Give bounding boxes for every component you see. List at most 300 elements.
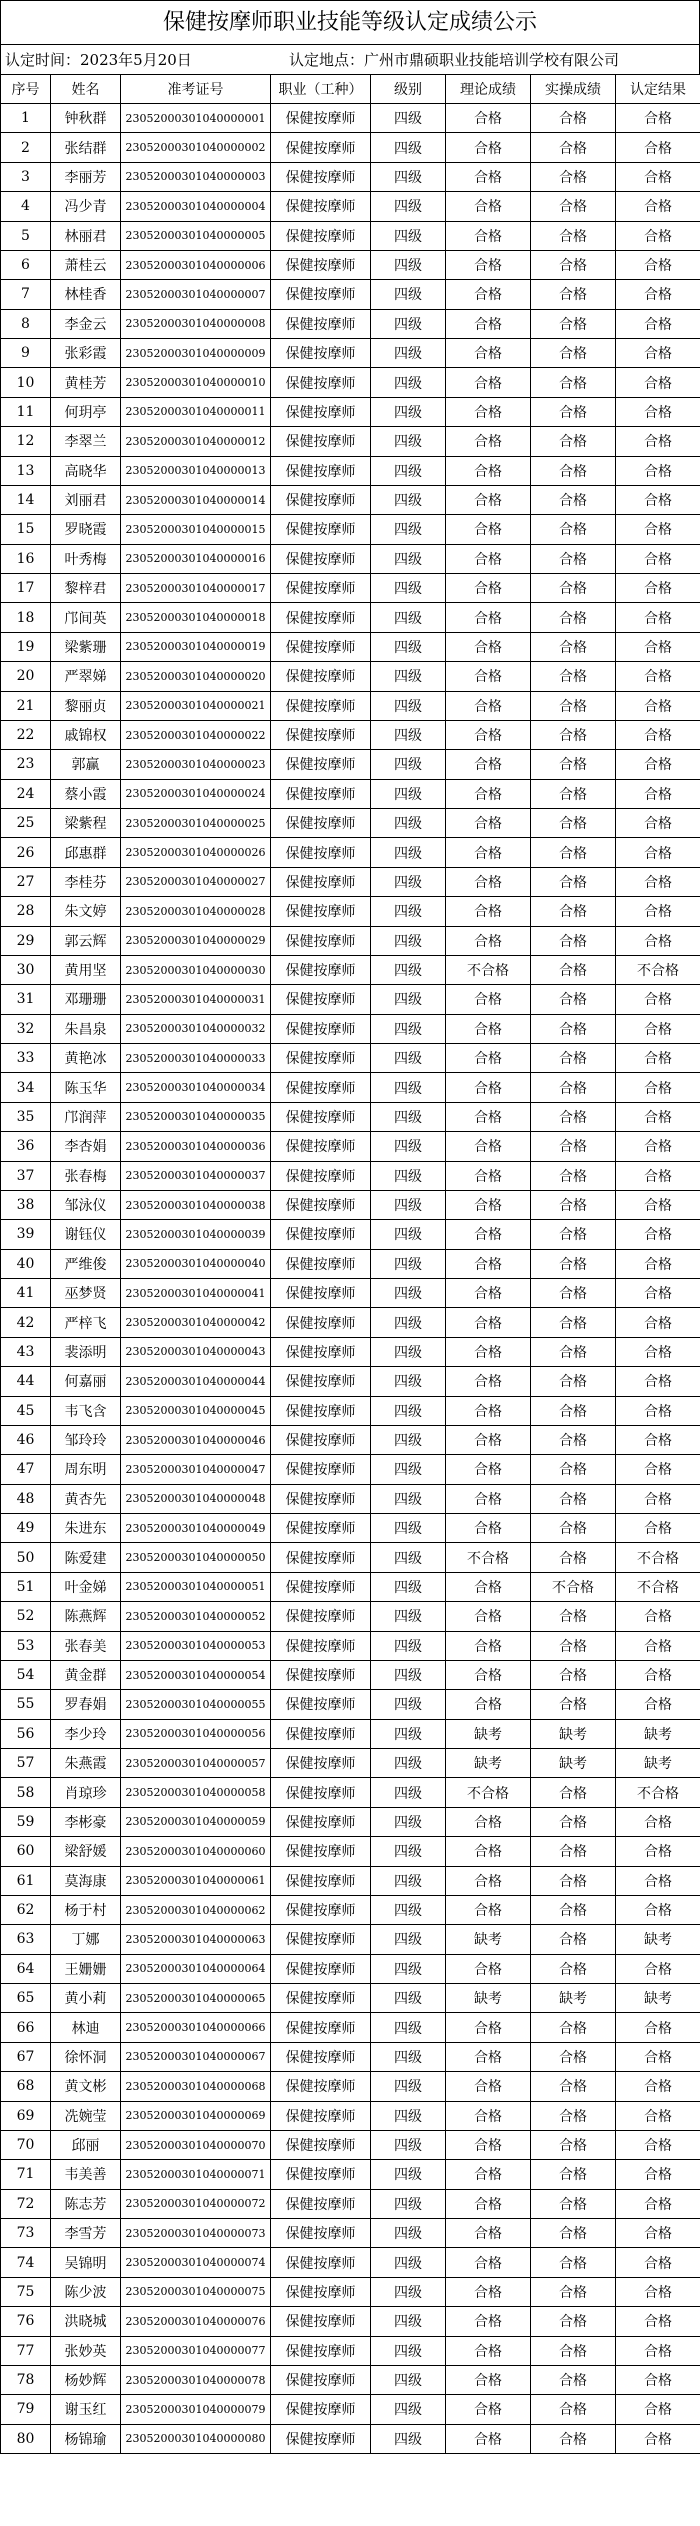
cell-level: 四级 — [371, 456, 446, 485]
cell-level: 四级 — [371, 1866, 446, 1895]
cell-practical-score: 合格 — [531, 309, 616, 338]
cell-occupation: 保健按摩师 — [271, 397, 371, 426]
cell-practical-score: 合格 — [531, 339, 616, 368]
cell-result: 合格 — [616, 485, 700, 514]
cell-result: 合格 — [616, 1132, 700, 1161]
cell-index: 6 — [1, 250, 51, 279]
cell-ticket-number: 23052000301040000048 — [121, 1484, 271, 1513]
cell-level: 四级 — [371, 485, 446, 514]
cell-occupation: 保健按摩师 — [271, 750, 371, 779]
cell-ticket-number: 23052000301040000043 — [121, 1337, 271, 1366]
cell-index: 55 — [1, 1690, 51, 1719]
cell-result: 合格 — [616, 1014, 700, 1043]
cell-result: 缺考 — [616, 1984, 700, 2013]
cell-occupation: 保健按摩师 — [271, 1602, 371, 1631]
cell-ticket-number: 23052000301040000015 — [121, 515, 271, 544]
cell-practical-score: 合格 — [531, 2365, 616, 2394]
cell-theory-score: 合格 — [446, 603, 531, 632]
cell-name: 黄桂芳 — [51, 368, 121, 397]
cell-result: 合格 — [616, 104, 700, 133]
cell-level: 四级 — [371, 1073, 446, 1102]
cell-ticket-number: 23052000301040000010 — [121, 368, 271, 397]
cell-result: 合格 — [616, 1337, 700, 1366]
cell-practical-score: 合格 — [531, 1543, 616, 1572]
table-row — [1, 574, 700, 603]
cell-result: 合格 — [616, 2013, 700, 2042]
cell-practical-score: 合格 — [531, 926, 616, 955]
table-row — [1, 309, 700, 338]
cell-practical-score: 合格 — [531, 632, 616, 661]
cell-theory-score: 合格 — [446, 1367, 531, 1396]
cell-name: 梁紫珊 — [51, 632, 121, 661]
cell-result: 缺考 — [616, 1719, 700, 1748]
cell-practical-score: 缺考 — [531, 1719, 616, 1748]
cell-index: 58 — [1, 1778, 51, 1807]
cell-occupation: 保健按摩师 — [271, 1543, 371, 1572]
cell-ticket-number: 23052000301040000061 — [121, 1866, 271, 1895]
cell-theory-score: 不合格 — [446, 1543, 531, 1572]
cell-level: 四级 — [371, 1014, 446, 1043]
cell-level: 四级 — [371, 1337, 446, 1366]
cell-theory-score: 合格 — [446, 1249, 531, 1278]
cell-level: 四级 — [371, 2219, 446, 2248]
cell-occupation: 保健按摩师 — [271, 1396, 371, 1425]
cell-occupation: 保健按摩师 — [271, 1044, 371, 1073]
table-row — [1, 2219, 700, 2248]
table-row — [1, 2336, 700, 2365]
table-row — [1, 2072, 700, 2101]
cell-practical-score: 合格 — [531, 1514, 616, 1543]
cell-occupation: 保健按摩师 — [271, 1161, 371, 1190]
cell-ticket-number: 23052000301040000055 — [121, 1690, 271, 1719]
cell-level: 四级 — [371, 1455, 446, 1484]
table-row — [1, 955, 700, 984]
cell-practical-score: 合格 — [531, 368, 616, 397]
cell-practical-score: 合格 — [531, 1954, 616, 1983]
cell-ticket-number: 23052000301040000029 — [121, 926, 271, 955]
cell-theory-score: 合格 — [446, 691, 531, 720]
cell-occupation: 保健按摩师 — [271, 574, 371, 603]
cell-index: 77 — [1, 2336, 51, 2365]
table-row — [1, 1484, 700, 1513]
cell-index: 34 — [1, 1073, 51, 1102]
table-row — [1, 1719, 700, 1748]
cell-level: 四级 — [371, 1837, 446, 1866]
cell-index: 62 — [1, 1895, 51, 1924]
cell-ticket-number: 23052000301040000066 — [121, 2013, 271, 2042]
cell-index: 21 — [1, 691, 51, 720]
cell-name: 肖琼珍 — [51, 1778, 121, 1807]
cell-result: 合格 — [616, 309, 700, 338]
cell-name: 王姗姗 — [51, 1954, 121, 1983]
cell-name: 蔡小霞 — [51, 779, 121, 808]
cell-occupation: 保健按摩师 — [271, 603, 371, 632]
cell-ticket-number: 23052000301040000058 — [121, 1778, 271, 1807]
cell-level: 四级 — [371, 1367, 446, 1396]
cell-index: 47 — [1, 1455, 51, 1484]
cell-ticket-number: 23052000301040000027 — [121, 867, 271, 896]
table-row — [1, 720, 700, 749]
cell-occupation: 保健按摩师 — [271, 1866, 371, 1895]
cell-result: 合格 — [616, 897, 700, 926]
cell-level: 四级 — [371, 1484, 446, 1513]
cell-practical-score: 合格 — [531, 221, 616, 250]
cell-theory-score: 合格 — [446, 2072, 531, 2101]
cell-result: 合格 — [616, 339, 700, 368]
table-row — [1, 2130, 700, 2159]
cell-theory-score: 缺考 — [446, 1719, 531, 1748]
cell-ticket-number: 23052000301040000047 — [121, 1455, 271, 1484]
cell-name: 萧桂云 — [51, 250, 121, 279]
cell-theory-score: 合格 — [446, 1044, 531, 1073]
cell-ticket-number: 23052000301040000059 — [121, 1807, 271, 1836]
cell-level: 四级 — [371, 1543, 446, 1572]
cell-result: 合格 — [616, 515, 700, 544]
table-row — [1, 485, 700, 514]
cell-index: 44 — [1, 1367, 51, 1396]
header-level: 级别 — [371, 75, 446, 104]
cell-ticket-number: 23052000301040000002 — [121, 133, 271, 162]
cell-name: 刘丽君 — [51, 485, 121, 514]
cell-name: 莫海康 — [51, 1866, 121, 1895]
results-table — [0, 74, 700, 2454]
cell-ticket-number: 23052000301040000057 — [121, 1749, 271, 1778]
cell-ticket-number: 23052000301040000005 — [121, 221, 271, 250]
cell-theory-score: 合格 — [446, 2219, 531, 2248]
cell-level: 四级 — [371, 368, 446, 397]
cell-index: 36 — [1, 1132, 51, 1161]
cell-name: 黄杏先 — [51, 1484, 121, 1513]
table-row — [1, 779, 700, 808]
cell-level: 四级 — [371, 309, 446, 338]
cell-theory-score: 合格 — [446, 2395, 531, 2424]
cell-index: 64 — [1, 1954, 51, 1983]
cell-index: 12 — [1, 427, 51, 456]
cell-result: 合格 — [616, 456, 700, 485]
cell-occupation: 保健按摩师 — [271, 192, 371, 221]
cell-occupation: 保健按摩师 — [271, 897, 371, 926]
table-row — [1, 1425, 700, 1454]
cell-index: 16 — [1, 544, 51, 573]
cell-theory-score: 合格 — [446, 750, 531, 779]
cell-result: 不合格 — [616, 955, 700, 984]
cell-occupation: 保健按摩师 — [271, 2248, 371, 2277]
cell-practical-score: 合格 — [531, 2307, 616, 2336]
cell-result: 合格 — [616, 2130, 700, 2159]
cell-ticket-number: 23052000301040000025 — [121, 809, 271, 838]
cell-name: 梁紫程 — [51, 809, 121, 838]
table-row — [1, 192, 700, 221]
cell-level: 四级 — [371, 2130, 446, 2159]
table-row — [1, 397, 700, 426]
cell-level: 四级 — [371, 2042, 446, 2071]
cell-occupation: 保健按摩师 — [271, 2277, 371, 2306]
cell-result: 合格 — [616, 1367, 700, 1396]
cell-theory-score: 合格 — [446, 779, 531, 808]
cell-level: 四级 — [371, 1895, 446, 1924]
cell-ticket-number: 23052000301040000035 — [121, 1102, 271, 1131]
cell-index: 33 — [1, 1044, 51, 1073]
cell-occupation: 保健按摩师 — [271, 985, 371, 1014]
cell-result: 合格 — [616, 2424, 700, 2453]
cell-result: 合格 — [616, 1161, 700, 1190]
table-row — [1, 1514, 700, 1543]
cell-practical-score: 合格 — [531, 2277, 616, 2306]
cell-name: 朱进东 — [51, 1514, 121, 1543]
table-row — [1, 1132, 700, 1161]
cell-theory-score: 合格 — [446, 1102, 531, 1131]
table-row — [1, 1837, 700, 1866]
table-row — [1, 1102, 700, 1131]
cell-ticket-number: 23052000301040000080 — [121, 2424, 271, 2453]
cell-practical-score: 合格 — [531, 985, 616, 1014]
cell-result: 合格 — [616, 2160, 700, 2189]
cell-practical-score: 合格 — [531, 1190, 616, 1219]
cell-occupation: 保健按摩师 — [271, 2101, 371, 2130]
cell-name: 邝润萍 — [51, 1102, 121, 1131]
cell-name: 张结群 — [51, 133, 121, 162]
cell-practical-score: 缺考 — [531, 1984, 616, 2013]
cell-level: 四级 — [371, 1102, 446, 1131]
cell-occupation: 保健按摩师 — [271, 162, 371, 191]
table-row — [1, 1778, 700, 1807]
cell-index: 23 — [1, 750, 51, 779]
cell-result: 合格 — [616, 2042, 700, 2071]
table-row — [1, 280, 700, 309]
cell-occupation: 保健按摩师 — [271, 1367, 371, 1396]
cell-theory-score: 缺考 — [446, 1749, 531, 1778]
cell-ticket-number: 23052000301040000077 — [121, 2336, 271, 2365]
cell-index: 52 — [1, 1602, 51, 1631]
table-row — [1, 632, 700, 661]
cell-occupation: 保健按摩师 — [271, 2424, 371, 2453]
cell-index: 8 — [1, 309, 51, 338]
table-row — [1, 1249, 700, 1278]
cell-ticket-number: 23052000301040000019 — [121, 632, 271, 661]
cell-name: 黄金群 — [51, 1660, 121, 1689]
cell-level: 四级 — [371, 750, 446, 779]
cell-occupation: 保健按摩师 — [271, 1308, 371, 1337]
header-name: 姓名 — [51, 75, 121, 104]
cell-result: 合格 — [616, 2219, 700, 2248]
cell-result: 合格 — [616, 1249, 700, 1278]
cell-level: 四级 — [371, 720, 446, 749]
cell-occupation: 保健按摩师 — [271, 809, 371, 838]
cell-practical-score: 合格 — [531, 1631, 616, 1660]
cell-practical-score: 合格 — [531, 515, 616, 544]
table-row — [1, 2013, 700, 2042]
table-row — [1, 1044, 700, 1073]
cell-index: 50 — [1, 1543, 51, 1572]
cell-level: 四级 — [371, 809, 446, 838]
cell-theory-score: 合格 — [446, 485, 531, 514]
cell-level: 四级 — [371, 2336, 446, 2365]
cell-result: 合格 — [616, 2277, 700, 2306]
cell-name: 郭云辉 — [51, 926, 121, 955]
table-row — [1, 2365, 700, 2394]
cell-name: 李雪芳 — [51, 2219, 121, 2248]
table-row — [1, 1220, 700, 1249]
cell-name: 杨锦瑜 — [51, 2424, 121, 2453]
cell-name: 李金云 — [51, 309, 121, 338]
cell-practical-score: 合格 — [531, 1837, 616, 1866]
cell-theory-score: 合格 — [446, 1425, 531, 1454]
cell-practical-score: 合格 — [531, 809, 616, 838]
cell-index: 79 — [1, 2395, 51, 2424]
cell-index: 27 — [1, 867, 51, 896]
cell-ticket-number: 23052000301040000075 — [121, 2277, 271, 2306]
cell-occupation: 保健按摩师 — [271, 133, 371, 162]
cell-result: 不合格 — [616, 1572, 700, 1601]
cell-practical-score: 合格 — [531, 1073, 616, 1102]
cell-ticket-number: 23052000301040000045 — [121, 1396, 271, 1425]
cell-name: 严梓飞 — [51, 1308, 121, 1337]
cell-index: 57 — [1, 1749, 51, 1778]
cell-theory-score: 合格 — [446, 397, 531, 426]
table-row — [1, 104, 700, 133]
cell-index: 10 — [1, 368, 51, 397]
cell-occupation: 保健按摩师 — [271, 2307, 371, 2336]
cell-index: 38 — [1, 1190, 51, 1219]
cell-name: 高晓华 — [51, 456, 121, 485]
cell-practical-score: 合格 — [531, 2395, 616, 2424]
cell-name: 邹玲玲 — [51, 1425, 121, 1454]
cell-practical-score: 合格 — [531, 1220, 616, 1249]
cell-ticket-number: 23052000301040000007 — [121, 280, 271, 309]
cell-result: 合格 — [616, 544, 700, 573]
cell-index: 63 — [1, 1925, 51, 1954]
cell-theory-score: 合格 — [446, 1132, 531, 1161]
cell-index: 2 — [1, 133, 51, 162]
cell-name: 黄用坚 — [51, 955, 121, 984]
cell-index: 29 — [1, 926, 51, 955]
table-row — [1, 838, 700, 867]
cell-level: 四级 — [371, 2072, 446, 2101]
cell-ticket-number: 23052000301040000056 — [121, 1719, 271, 1748]
table-row — [1, 2248, 700, 2277]
cell-result: 合格 — [616, 1190, 700, 1219]
table-row — [1, 1073, 700, 1102]
cell-ticket-number: 23052000301040000023 — [121, 750, 271, 779]
cell-result: 缺考 — [616, 1749, 700, 1778]
cell-result: 合格 — [616, 2307, 700, 2336]
table-row — [1, 1279, 700, 1308]
cell-name: 叶金娣 — [51, 1572, 121, 1601]
cell-ticket-number: 23052000301040000068 — [121, 2072, 271, 2101]
cell-name: 周东明 — [51, 1455, 121, 1484]
cell-practical-score: 合格 — [531, 2101, 616, 2130]
cell-name: 陈玉华 — [51, 1073, 121, 1102]
cell-ticket-number: 23052000301040000072 — [121, 2189, 271, 2218]
cell-ticket-number: 23052000301040000073 — [121, 2219, 271, 2248]
cell-theory-score: 合格 — [446, 104, 531, 133]
cell-name: 朱燕霞 — [51, 1749, 121, 1778]
cell-index: 66 — [1, 2013, 51, 2042]
cell-index: 39 — [1, 1220, 51, 1249]
table-row — [1, 1807, 700, 1836]
cell-theory-score: 合格 — [446, 1220, 531, 1249]
cell-result: 合格 — [616, 779, 700, 808]
cell-practical-score: 合格 — [531, 2424, 616, 2453]
cell-theory-score: 合格 — [446, 280, 531, 309]
cell-name: 韦美善 — [51, 2160, 121, 2189]
cell-index: 45 — [1, 1396, 51, 1425]
cell-index: 42 — [1, 1308, 51, 1337]
cell-level: 四级 — [371, 133, 446, 162]
cell-result: 合格 — [616, 1807, 700, 1836]
cell-theory-score: 合格 — [446, 1073, 531, 1102]
cell-theory-score: 不合格 — [446, 955, 531, 984]
cell-occupation: 保健按摩师 — [271, 2042, 371, 2071]
cell-result: 合格 — [616, 133, 700, 162]
table-row — [1, 1190, 700, 1219]
cell-result: 合格 — [616, 192, 700, 221]
cell-occupation: 保健按摩师 — [271, 544, 371, 573]
table-row — [1, 1161, 700, 1190]
cell-index: 19 — [1, 632, 51, 661]
cell-name: 张彩霞 — [51, 339, 121, 368]
cell-theory-score: 合格 — [446, 2101, 531, 2130]
cell-result: 合格 — [616, 1425, 700, 1454]
cell-name: 朱文婷 — [51, 897, 121, 926]
table-row — [1, 897, 700, 926]
cell-theory-score: 合格 — [446, 1631, 531, 1660]
cell-ticket-number: 23052000301040000037 — [121, 1161, 271, 1190]
cell-level: 四级 — [371, 574, 446, 603]
cell-name: 邹泳仪 — [51, 1190, 121, 1219]
cell-name: 张春梅 — [51, 1161, 121, 1190]
cell-occupation: 保健按摩师 — [271, 368, 371, 397]
cell-theory-score: 合格 — [446, 1514, 531, 1543]
cell-level: 四级 — [371, 985, 446, 1014]
cell-practical-score: 合格 — [531, 691, 616, 720]
cell-index: 7 — [1, 280, 51, 309]
cell-theory-score: 合格 — [446, 309, 531, 338]
cell-theory-score: 合格 — [446, 368, 531, 397]
cell-index: 31 — [1, 985, 51, 1014]
cell-ticket-number: 23052000301040000036 — [121, 1132, 271, 1161]
cell-theory-score: 合格 — [446, 1396, 531, 1425]
cell-ticket-number: 23052000301040000006 — [121, 250, 271, 279]
cell-name: 李丽芳 — [51, 162, 121, 191]
cell-index: 14 — [1, 485, 51, 514]
cell-level: 四级 — [371, 926, 446, 955]
cell-theory-score: 合格 — [446, 2248, 531, 2277]
table-row — [1, 2042, 700, 2071]
cell-occupation: 保健按摩师 — [271, 691, 371, 720]
cell-level: 四级 — [371, 1396, 446, 1425]
cell-level: 四级 — [371, 1279, 446, 1308]
table-row — [1, 1308, 700, 1337]
cell-name: 吴锦明 — [51, 2248, 121, 2277]
exam-location: 认定地点：广州市鼎硕职业技能培训学校有限公司 — [289, 51, 620, 69]
cell-name: 林迪 — [51, 2013, 121, 2042]
cell-theory-score: 合格 — [446, 2013, 531, 2042]
cell-result: 合格 — [616, 162, 700, 191]
cell-name: 陈少波 — [51, 2277, 121, 2306]
cell-occupation: 保健按摩师 — [271, 309, 371, 338]
header-theory-score: 理论成绩 — [446, 75, 531, 104]
cell-result: 合格 — [616, 926, 700, 955]
cell-occupation: 保健按摩师 — [271, 1837, 371, 1866]
table-row — [1, 1367, 700, 1396]
cell-index: 49 — [1, 1514, 51, 1543]
cell-level: 四级 — [371, 544, 446, 573]
table-row — [1, 2101, 700, 2130]
cell-ticket-number: 23052000301040000046 — [121, 1425, 271, 1454]
cell-occupation: 保健按摩师 — [271, 1984, 371, 2013]
cell-ticket-number: 23052000301040000039 — [121, 1220, 271, 1249]
